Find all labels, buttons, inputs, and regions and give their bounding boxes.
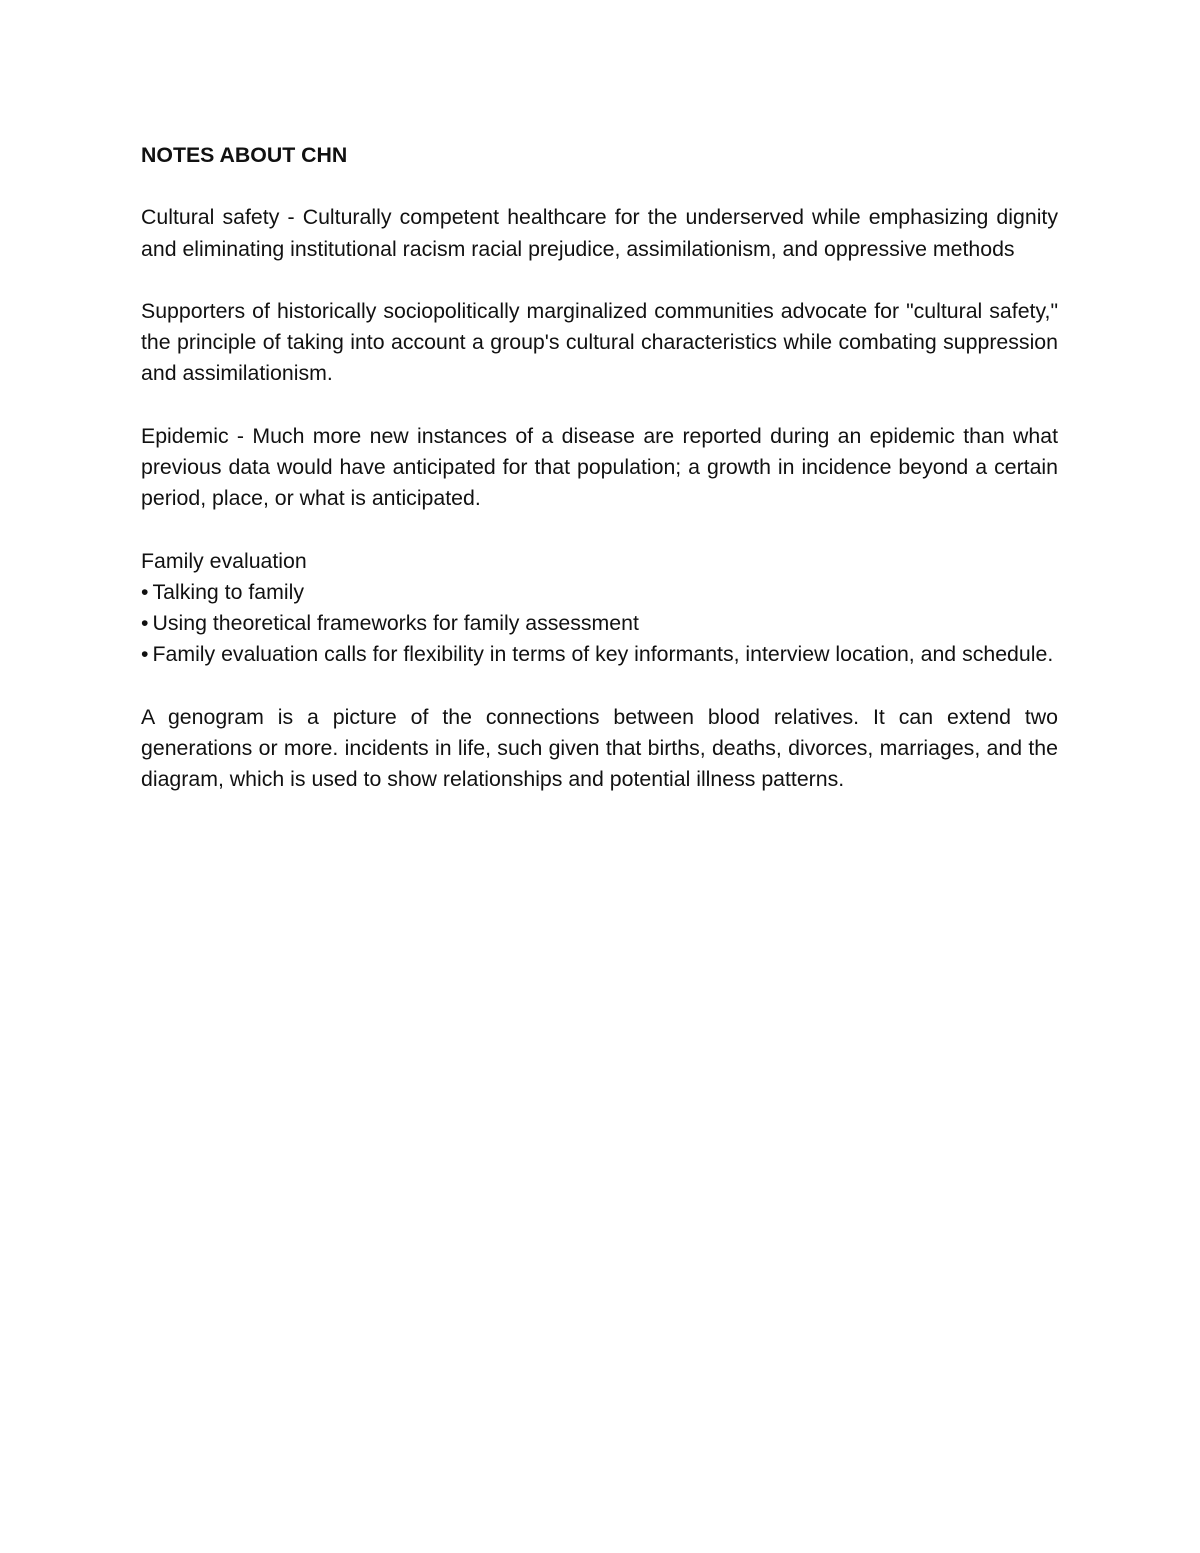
bullet-icon: • xyxy=(141,610,149,635)
document-content xyxy=(141,140,1058,795)
paragraph-cultural-safety: Cultural safety - Culturally competent healthcare for the underserved while emphasizing dignity and eliminating institutional racism racial prejudice, assimilationism, and oppressive methods xyxy=(141,205,1058,261)
family-evaluation-list xyxy=(141,577,1058,671)
document-title: NOTES ABOUT CHN xyxy=(141,143,348,167)
bullet-icon: • xyxy=(141,579,149,604)
list-item xyxy=(141,608,1058,639)
list-item xyxy=(141,577,1058,608)
bullet-icon: • xyxy=(141,642,149,667)
list-item-text: Family evaluation calls for flexibility in terms of key informants, interview location, and schedule. xyxy=(152,642,1054,667)
paragraph-supporters: Supporters of historically sociopolitically marginalized communities advocate for "cultural safety," the principle of taking into account a group's cultural characteristics while combating suppression and assimilationism. xyxy=(141,298,1058,386)
list-item-text: Talking to family xyxy=(152,579,304,604)
list-item-text: Using theoretical frameworks for family assessment xyxy=(152,610,639,635)
paragraph-genogram: A genogram is a picture of the connections between blood relatives. It can extend two generations or more. incidents in life, such given that births, deaths, divorces, marriages, and the diagram, which is used to show relationships and potential illness patterns. xyxy=(141,704,1058,791)
list-item xyxy=(141,639,1058,670)
paragraph-epidemic: Epidemic - Much more new instances of a disease are reported during an epidemic than what previous data would have anticipated for that population; a growth in incidence beyond a certain period, place, or what is anticipated. xyxy=(141,423,1058,511)
family-evaluation-section xyxy=(141,546,1058,671)
family-evaluation-heading: Family evaluation xyxy=(141,548,307,573)
